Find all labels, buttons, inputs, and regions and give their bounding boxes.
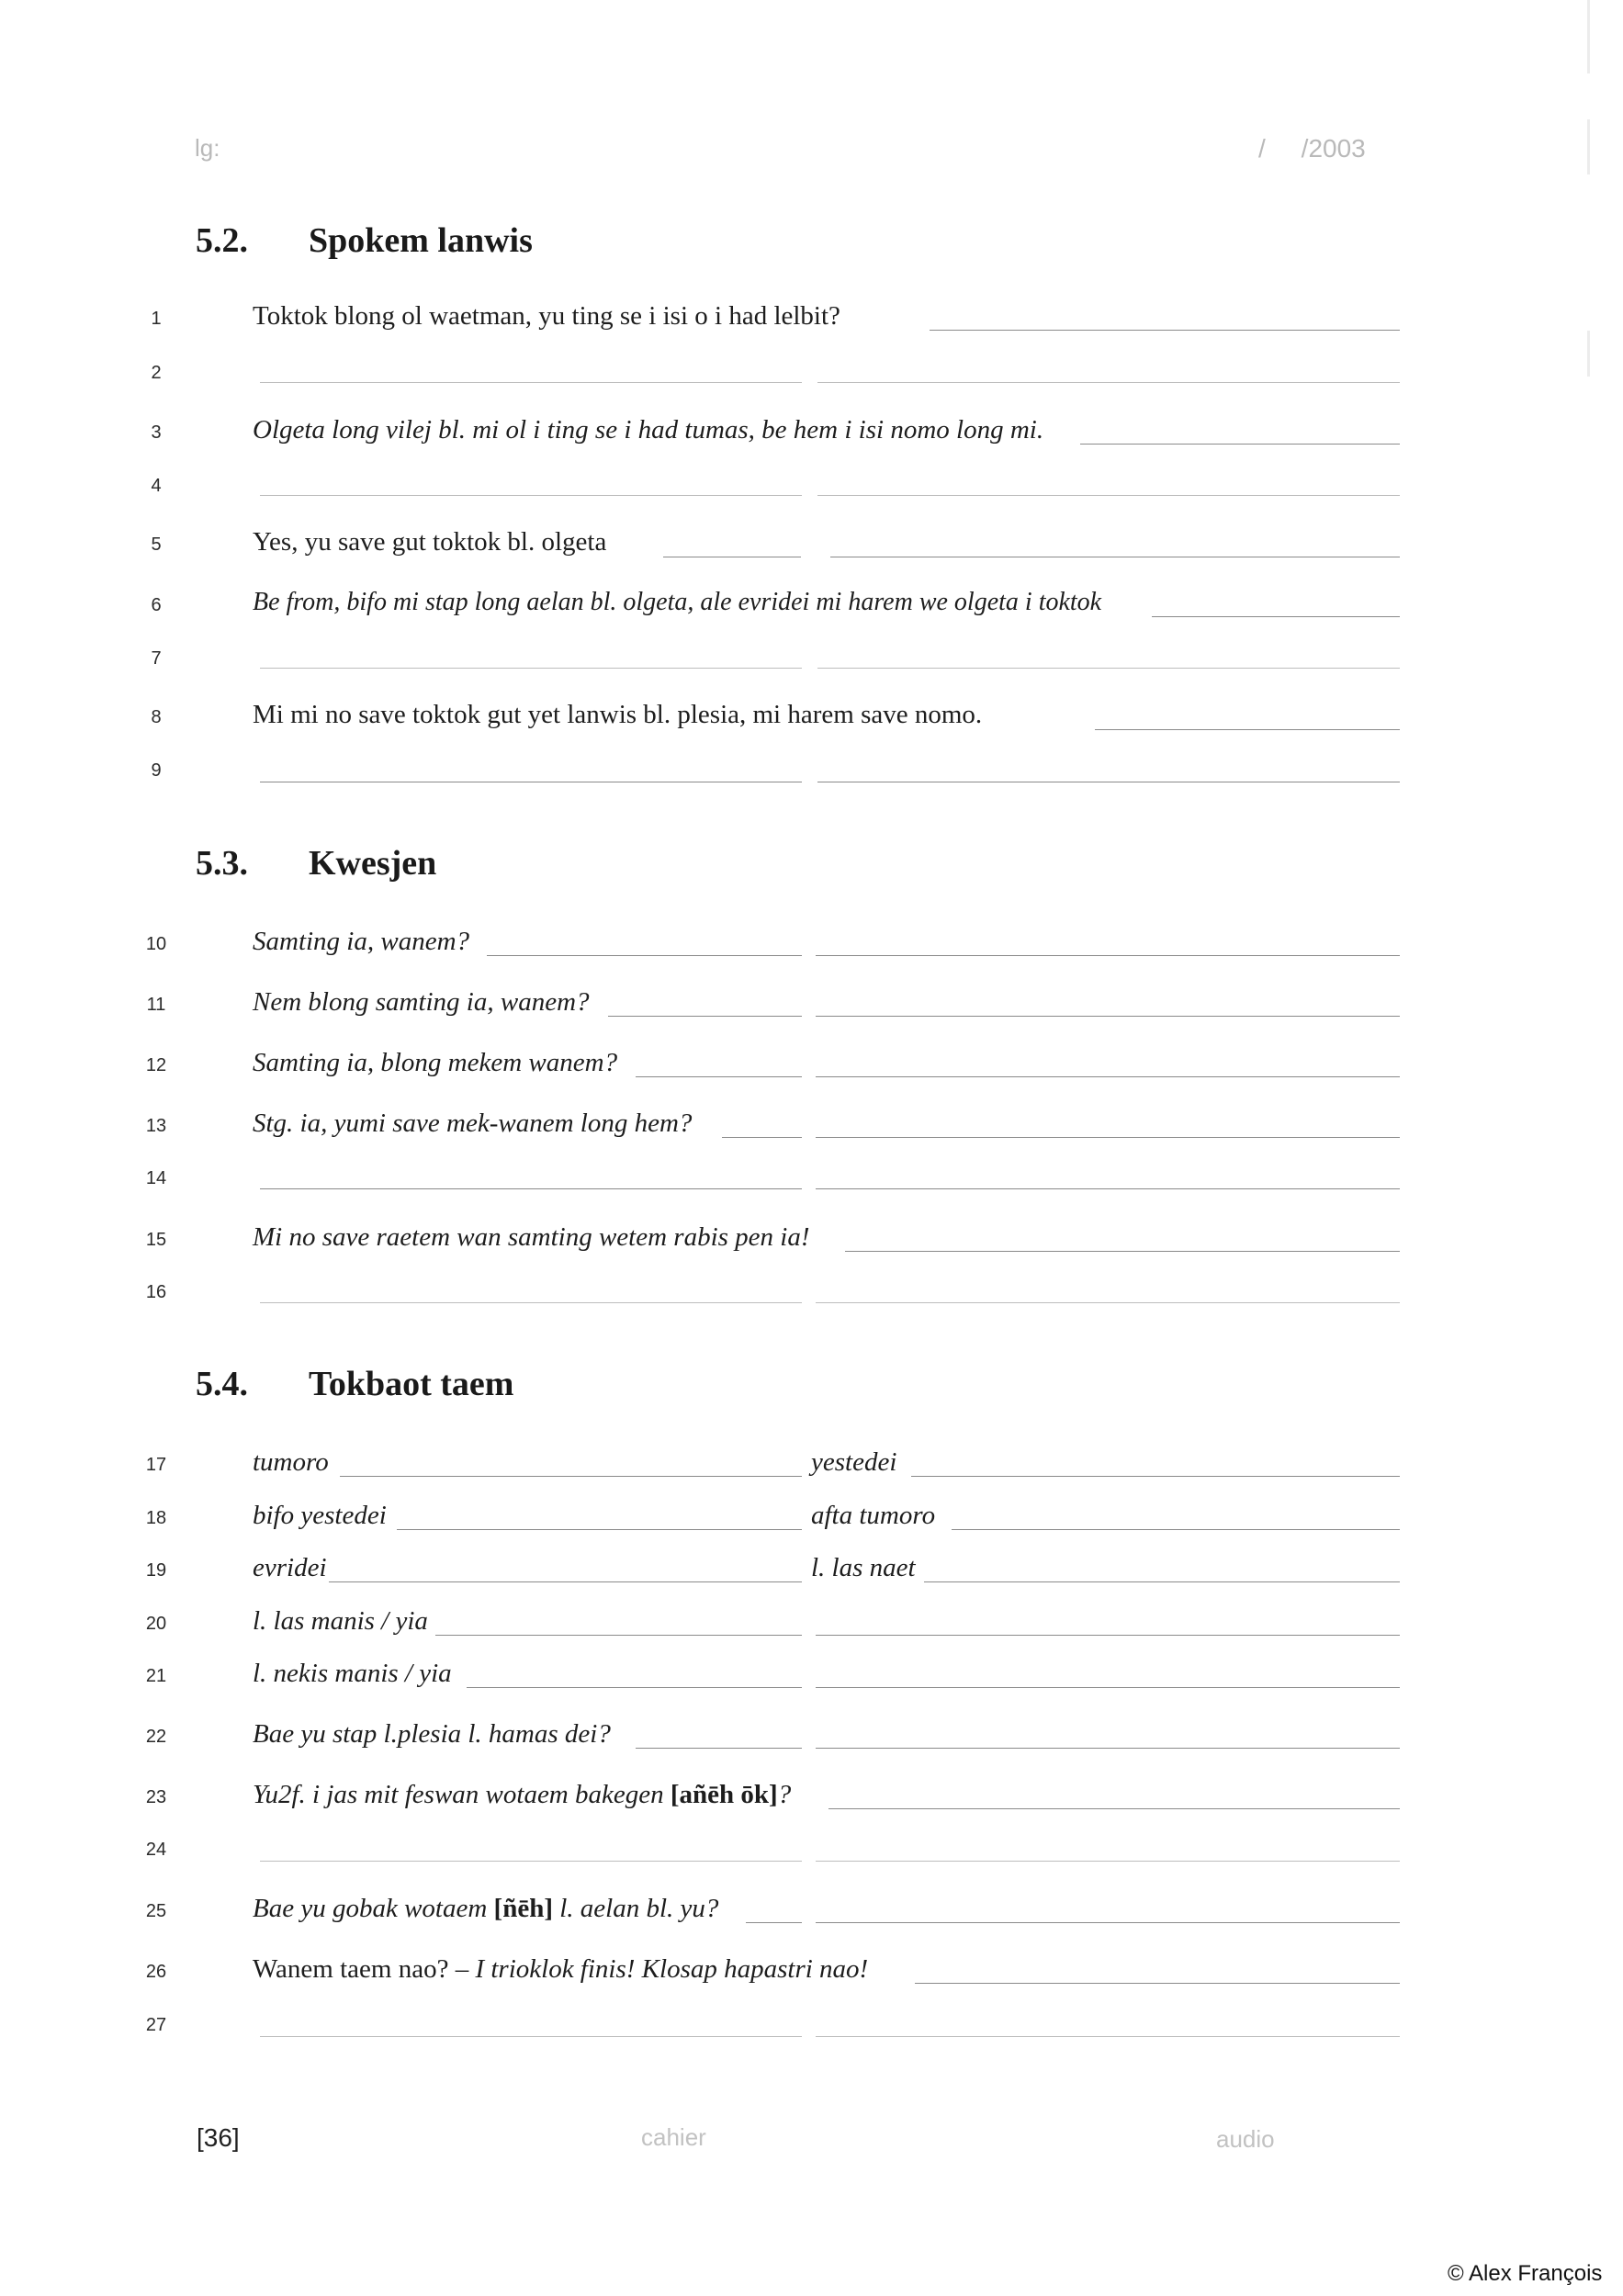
answer-line[interactable] xyxy=(487,955,802,956)
prompt-text: afta tumoro xyxy=(811,1501,936,1530)
answer-line[interactable] xyxy=(845,1251,1400,1252)
line-number: 22 xyxy=(145,1727,167,1747)
prompt-text: Samting ia, wanem? xyxy=(253,927,470,956)
section-heading xyxy=(196,220,533,261)
line-number: 3 xyxy=(151,422,162,443)
section-title: Kwesjen xyxy=(309,844,437,883)
answer-line[interactable] xyxy=(260,382,802,383)
footer-label-audio: audio xyxy=(1216,2125,1275,2153)
answer-line[interactable] xyxy=(722,1137,802,1138)
answer-line[interactable] xyxy=(340,1476,802,1477)
answer-line[interactable] xyxy=(467,1687,802,1688)
answer-line[interactable] xyxy=(816,955,1400,956)
prompt-text-part: ? xyxy=(777,1780,792,1809)
prompt-text: l. las manis / yia xyxy=(253,1606,428,1636)
line-number: 1 xyxy=(151,309,162,329)
scan-edge xyxy=(1587,0,1590,73)
page-number: [36] xyxy=(197,2123,240,2152)
answer-line[interactable] xyxy=(816,1861,1400,1862)
copyright-notice: © Alex François xyxy=(1448,2261,1603,2286)
line-number: 25 xyxy=(145,1901,167,1921)
answer-line[interactable] xyxy=(435,1635,802,1636)
answer-line[interactable] xyxy=(817,668,1400,669)
header-label: lg: xyxy=(195,134,220,162)
line-number: 17 xyxy=(145,1455,167,1475)
answer-line[interactable] xyxy=(930,330,1400,331)
section-heading xyxy=(196,843,436,884)
line-number: 8 xyxy=(151,707,162,727)
prompt-text: Samting ia, blong mekem wanem? xyxy=(253,1048,618,1077)
line-number: 13 xyxy=(145,1116,167,1136)
prompt-text-part: Yu2f. i jas mit feswan wotaem bakegen xyxy=(253,1780,671,1809)
answer-line[interactable] xyxy=(260,2036,802,2037)
prompt-text: l. nekis manis / yia xyxy=(253,1659,452,1688)
answer-line[interactable] xyxy=(636,1748,802,1749)
answer-line[interactable] xyxy=(1095,729,1400,730)
prompt-text: tumoro xyxy=(253,1447,329,1477)
answer-line[interactable] xyxy=(636,1076,802,1077)
line-number: 20 xyxy=(145,1614,167,1634)
scan-edge xyxy=(1587,331,1590,377)
line-number: 12 xyxy=(145,1055,167,1075)
line-number: 4 xyxy=(151,476,162,496)
scan-edge xyxy=(1587,119,1590,174)
prompt-text: Yes, yu save gut toktok bl. olgeta xyxy=(253,527,607,557)
prompt-text: Bae yu stap l.plesia l. hamas dei? xyxy=(253,1719,611,1749)
answer-line[interactable] xyxy=(952,1529,1400,1530)
answer-line[interactable] xyxy=(260,1302,802,1303)
answer-line[interactable] xyxy=(329,1581,802,1582)
answer-line[interactable] xyxy=(260,668,802,669)
line-number: 21 xyxy=(145,1666,167,1686)
header-date: / /2003 xyxy=(1258,134,1366,163)
line-number: 16 xyxy=(145,1282,167,1302)
prompt-text xyxy=(253,1780,791,1810)
line-number: 11 xyxy=(146,995,166,1015)
line-number: 15 xyxy=(145,1230,167,1250)
answer-line[interactable] xyxy=(816,2036,1400,2037)
answer-line[interactable] xyxy=(260,1188,802,1189)
prompt-text-part: I trioklok finis! Klosap hapastri nao! xyxy=(475,1954,869,1984)
line-number: 2 xyxy=(151,363,162,383)
answer-line[interactable] xyxy=(828,1808,1400,1809)
prompt-text: Nem blong samting ia, wanem? xyxy=(253,987,590,1017)
prompt-text: Mi mi no save toktok gut yet lanwis bl. plesia, mi harem save nomo. xyxy=(253,700,983,729)
prompt-text: evridei xyxy=(253,1553,327,1582)
line-number: 7 xyxy=(151,648,162,669)
prompt-text: l. las naet xyxy=(811,1553,916,1582)
line-number: 24 xyxy=(145,1840,167,1860)
line-number: 18 xyxy=(145,1508,167,1528)
line-number: 9 xyxy=(151,760,162,781)
answer-line[interactable] xyxy=(915,1983,1400,1984)
answer-line[interactable] xyxy=(816,1922,1400,1923)
answer-line[interactable] xyxy=(816,1016,1400,1017)
line-number: 26 xyxy=(145,1962,167,1982)
answer-line[interactable] xyxy=(817,382,1400,383)
section-heading xyxy=(196,1364,513,1404)
line-number: 10 xyxy=(145,934,167,954)
prompt-text: Mi no save raetem wan samting wetem rabis pen ia! xyxy=(253,1222,810,1252)
prompt-text: Olgeta long vilej bl. mi ol i ting se i had tumas, be hem i isi nomo long mi. xyxy=(253,415,1044,445)
answer-line[interactable] xyxy=(1080,444,1400,445)
answer-line[interactable] xyxy=(816,1687,1400,1688)
line-number: 23 xyxy=(145,1787,167,1807)
answer-line[interactable] xyxy=(911,1476,1400,1477)
answer-line[interactable] xyxy=(260,495,802,496)
answer-line[interactable] xyxy=(816,1076,1400,1077)
answer-line[interactable] xyxy=(608,1016,802,1017)
answer-line[interactable] xyxy=(260,1861,802,1862)
line-number: 6 xyxy=(151,595,162,615)
line-number: 19 xyxy=(145,1560,167,1581)
answer-line[interactable] xyxy=(1152,616,1400,617)
line-number: 14 xyxy=(145,1168,167,1188)
prompt-text-part: l. aelan bl. yu? xyxy=(553,1894,719,1923)
prompt-text xyxy=(253,1894,718,1924)
section-number: 5.3. xyxy=(196,844,248,883)
answer-line[interactable] xyxy=(816,1188,1400,1189)
answer-line[interactable] xyxy=(816,1748,1400,1749)
answer-line[interactable] xyxy=(397,1529,802,1530)
section-number: 5.2. xyxy=(196,221,248,260)
prompt-text: Stg. ia, yumi save mek-wanem long hem? xyxy=(253,1109,693,1138)
phonetic-transcription: [ñēh] xyxy=(493,1894,553,1923)
answer-line[interactable] xyxy=(746,1922,802,1923)
footer-label-cahier: cahier xyxy=(641,2123,706,2151)
prompt-text: Be from, bifo mi stap long aelan bl. olgeta, ale evridei mi harem we olgeta i toktok xyxy=(253,588,1102,616)
phonetic-transcription: [añēh ōk] xyxy=(670,1780,778,1809)
prompt-text xyxy=(253,1954,868,1985)
section-number: 5.4. xyxy=(196,1365,248,1403)
line-number: 5 xyxy=(151,535,162,555)
section-title: Spokem lanwis xyxy=(309,221,533,260)
answer-line[interactable] xyxy=(816,1635,1400,1636)
section-title: Tokbaot taem xyxy=(309,1365,514,1403)
prompt-text: Toktok blong ol waetman, yu ting se i isi o i had lelbit? xyxy=(253,301,840,331)
prompt-text-part: Bae yu gobak wotaem xyxy=(253,1894,494,1923)
answer-line[interactable] xyxy=(924,1581,1400,1582)
answer-line[interactable] xyxy=(816,1302,1400,1303)
prompt-text: yestedei xyxy=(811,1447,897,1477)
answer-line[interactable] xyxy=(816,1137,1400,1138)
answer-line[interactable] xyxy=(817,495,1400,496)
prompt-text: bifo yestedei xyxy=(253,1501,387,1530)
prompt-text-part: Wanem taem nao? – xyxy=(253,1954,476,1984)
line-number: 27 xyxy=(145,2015,167,2035)
